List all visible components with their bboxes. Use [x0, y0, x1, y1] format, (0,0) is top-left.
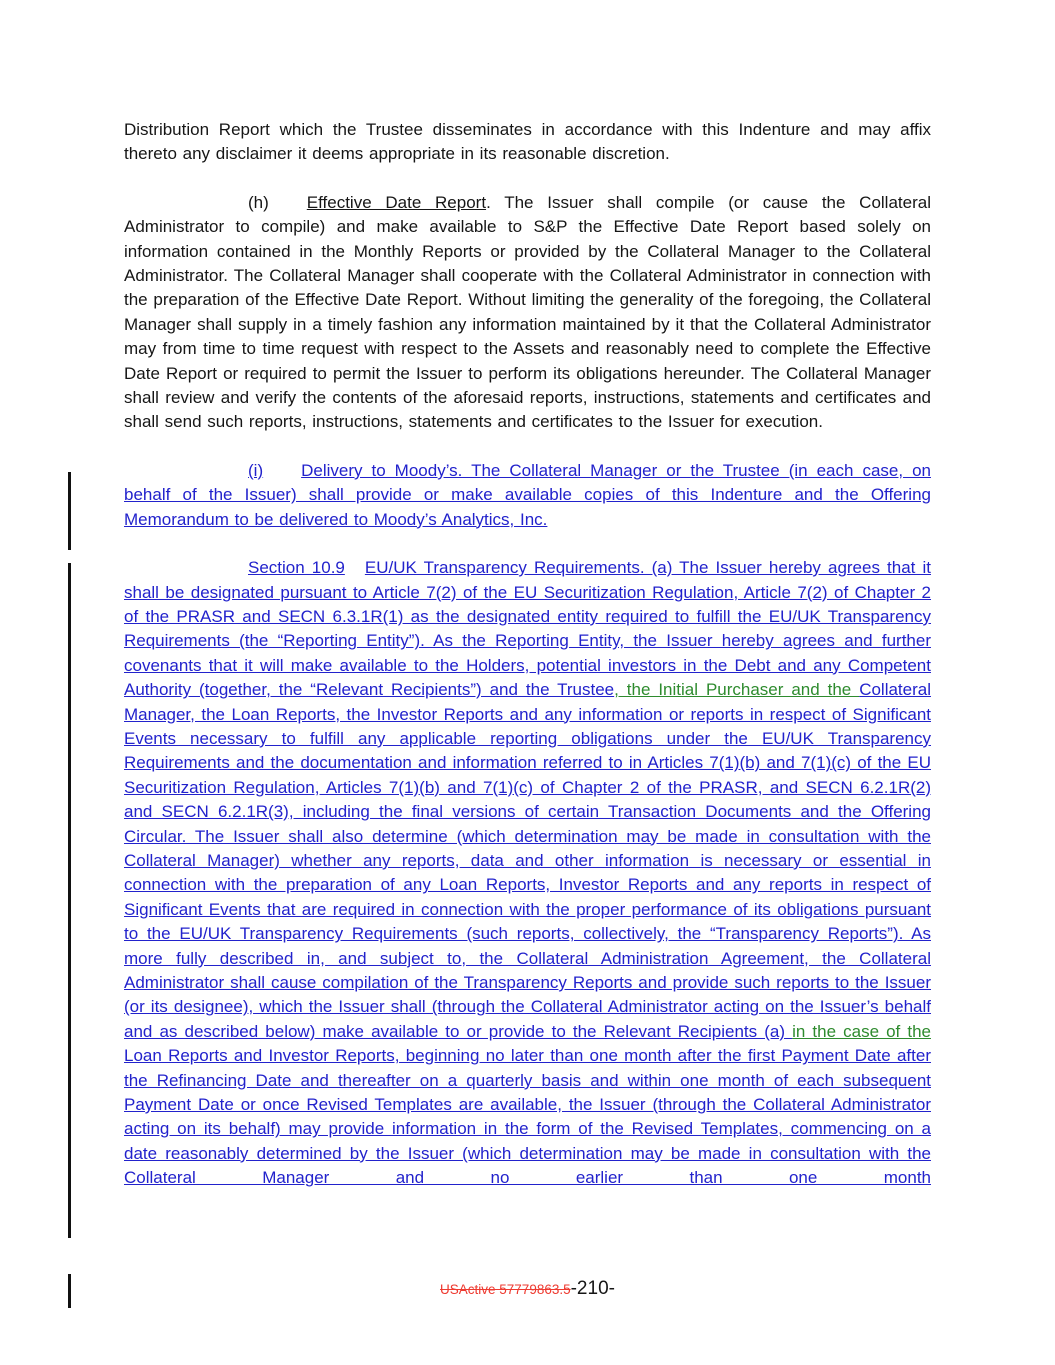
paragraph-i-delivery-to-moodys [124, 459, 931, 532]
text-run: Loan Reports and Investor Reports, beginning no later than one month after the first Payment Date after the Refinancing Date and thereafter on a quarterly basis and within one month of each subsequent Payment Date or once Revised Templates are available, the Issuer (through the Collateral Administrator acting on its behalf) may provide information in the form of the Revised Templates, commencing on a date reasonably determined by the Issuer (which determination may be made in consultation with the Collateral Manager and no earlier than one month [124, 1046, 931, 1188]
paragraph-section-10-9-eu-uk-transparency [124, 556, 931, 1191]
page-footer [0, 1278, 1055, 1300]
text-run: Section 10.9 [248, 558, 345, 578]
text-run: (i) [248, 460, 264, 480]
paragraph-h-effective-date-report [124, 191, 931, 435]
paragraph-distribution-report [124, 118, 931, 167]
text-run: Effective Date Report [306, 192, 487, 212]
text-run: (h) [248, 192, 269, 212]
text-run: . The Issuer shall compile (or cause the Collateral Administrator to compile) and make available to S&P the Effective Date Report based solely on information contained in the Monthly Reports or provided by the Collateral Manager to the Collateral Administrator. The Collateral Manager shall cooperate with the Collateral Administrator in connection with the preparation of the Effective Date Report. Without limiting the generality of the foregoing, the Collateral Manager shall supply in a timely fashion any information maintained by it that the Collateral Administrator may from time to time request with respect to the Assets and reasonably need to complete the Effective Date Report or required to permit the Issuer to perform its obligations hereunder. The Collateral Manager shall review and verify the contents of the aforesaid reports, instructions, statements and certificates and shall send such reports, instructions, statements and certificates to the Issuer for execution. [124, 192, 931, 432]
change-bar-section-10-9 [68, 563, 71, 1238]
text-run: , the Initial Purchaser and the [614, 680, 860, 700]
file-reference-deleted: USActive 57779863.5 [440, 1282, 571, 1297]
change-bar-paragraph-i [68, 472, 71, 550]
text-run: Collateral Manager, the Loan Reports, the Investor Reports and any information or reports in respect of Significant Events necessary to fulfill any applicable reporting obligations under the EU/UK Transparency Requirements and the documentation and information referred to in Articles 7(1)(b) and 7(1)(c) of the EU Securitization Regulation, Articles 7(1)(b) and 7(1)(c) of Chapter 2 of the PRASR, and SECN 6.2.1R(2) and SECN 6.2.1R(3), including the final versions of certain Transaction Documents and the Offering Circular. The Issuer shall also determine (which determination may be made in consultation with the Collateral Manager) whether any reports, data and other information is necessary or essential in connection with the preparation of any Loan Reports, Investor Reports and any reports in respect of Significant Events that are required in connection with the proper performance of its obligations pursuant to the EU/UK Transparency Requirements (such reports, collectively, the “Transparency Reports”). As more fully described in, and subject to, the Collateral Administration Agreement, the Collateral Administrator shall cause compilation of the Transparency Reports and provide such reports to the Issuer (or its designee), which the Issuer shall (through the Collateral Administrator acting on the Issuer’s behalf and as described below) make available to or provide to the Relevant Recipients (a) [124, 680, 931, 1041]
text-run: Delivery to Moody’s. The Collateral Manager or the Trustee (in each case, on behalf of the Issuer) shall provide or make available copies of this Indenture and the Offering Memorandum to be delivered to Moody’s Analytics, Inc. [124, 460, 931, 529]
text-run: Distribution Report which the Trustee disseminates in accordance with this Indenture and may affix thereto any disclaimer it deems appropriate in its reasonable discretion. [124, 120, 931, 164]
page-number: -210- [570, 1278, 615, 1299]
text-run: EU/UK Transparency Requirements. (a) The Issuer hereby agrees that it shall be designated pursuant to Article 7(2) of the EU Securitization Regulation, Article 7(2) of Chapter 2 of the PRASR and SECN 6.3.1R(1) as the designated entity required to fulfill the EU/UK Transparency Requirements (the “Reporting Entity”). As the Reporting Entity, the Issuer hereby agrees and further covenants that it will make available to the Holders, potential investors in the Debt and any Competent Authority (together, the “Relevant Recipients”) and the Trustee [124, 558, 931, 700]
text-run: in the case of the [792, 1021, 931, 1041]
document-body [124, 118, 931, 1215]
